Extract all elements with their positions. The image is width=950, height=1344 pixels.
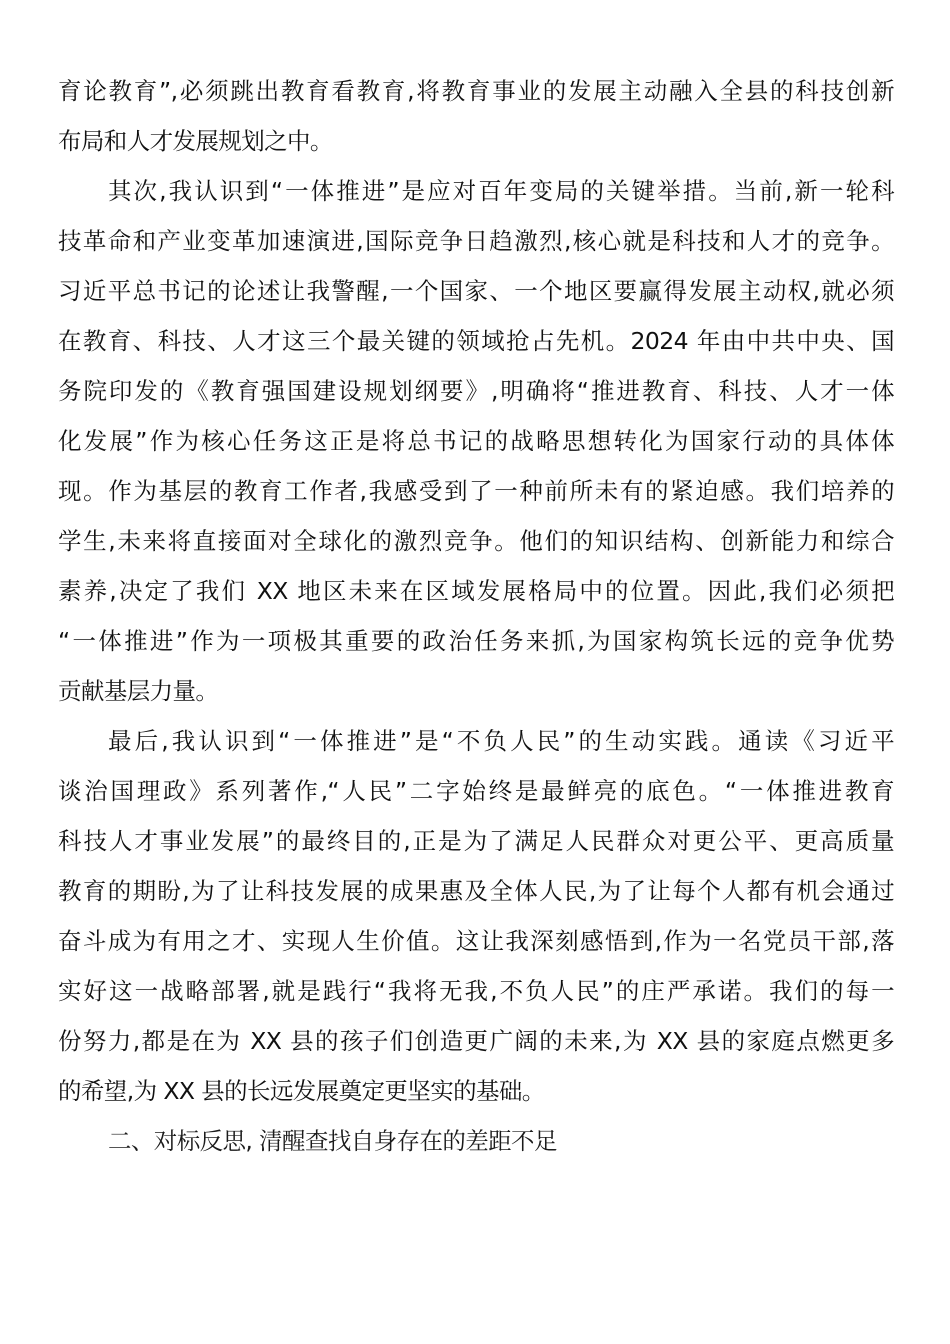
text-line: 的希望,为 XX 县的长远发展奠定更坚实的基础。 bbox=[58, 1077, 545, 1105]
text-line: 现。作为基层的教育工作者,我感受到了一种前所未有的紧迫感。我们培养的 bbox=[58, 477, 894, 505]
text-line: 习近平总书记的论述让我警醒,一个国家、一个地区要赢得发展主动权,就必须 bbox=[58, 277, 894, 305]
text-line: 科技人才事业发展”的最终目的,正是为了满足人民群众对更公平、更高质量 bbox=[58, 827, 894, 855]
document-page bbox=[58, 66, 894, 1166]
paragraph-continuation bbox=[58, 66, 894, 166]
text-line: 技革命和产业变革加速演进,国际竞争日趋激烈,核心就是科技和人才的竞争。 bbox=[58, 227, 894, 255]
text-line: “一体推进”作为一项极其重要的政治任务来抓,为国家构筑长远的竞争优势 bbox=[58, 627, 894, 655]
text-line: 化发展”作为核心任务这正是将总书记的战略思想转化为国家行动的具体体 bbox=[58, 427, 894, 455]
paragraph-secondly bbox=[58, 166, 894, 716]
section-heading: 二、对标反思, 清醒查找自身存在的差距不足 bbox=[108, 1127, 557, 1155]
text-line: 贡献基层力量。 bbox=[58, 677, 219, 705]
text-line: 素养,决定了我们 XX 地区未来在区域发展格局中的位置。因此,我们必须把 bbox=[58, 577, 894, 605]
text-line: 布局和人才发展规划之中。 bbox=[58, 127, 333, 155]
text-line: 务院印发的《教育强国建设规划纲要》,明确将“推进教育、科技、人才一体 bbox=[58, 377, 894, 405]
text-line: 学生,未来将直接面对全球化的激烈竞争。他们的知识结构、创新能力和综合 bbox=[58, 527, 894, 555]
text-line: 最后,我认识到“一体推进”是“不负人民”的生动实践。通读《习近平 bbox=[108, 727, 894, 755]
text-line: 奋斗成为有用之才、实现人生价值。这让我深刻感悟到,作为一名党员干部,落 bbox=[58, 927, 894, 955]
paragraph-finally bbox=[58, 716, 894, 1116]
text-line: 谈治国理政》系列著作,“人民”二字始终是最鲜亮的底色。“一体推进教育 bbox=[58, 777, 894, 805]
text-line: 育论教育”,必须跳出教育看教育,将教育事业的发展主动融入全县的科技创新 bbox=[58, 77, 894, 105]
text-line: 实好这一战略部署,就是践行“我将无我,不负人民”的庄严承诺。我们的每一 bbox=[58, 977, 894, 1005]
text-line: 其次,我认识到“一体推进”是应对百年变局的关键举措。当前,新一轮科 bbox=[108, 177, 894, 205]
text-line: 在教育、科技、人才这三个最关键的领域抢占先机。2024 年由中共中央、国 bbox=[58, 327, 894, 355]
text-line: 份努力,都是在为 XX 县的孩子们创造更广阔的未来,为 XX 县的家庭点燃更多 bbox=[58, 1027, 894, 1055]
text-line: 教育的期盼,为了让科技发展的成果惠及全体人民,为了让每个人都有机会通过 bbox=[58, 877, 894, 905]
